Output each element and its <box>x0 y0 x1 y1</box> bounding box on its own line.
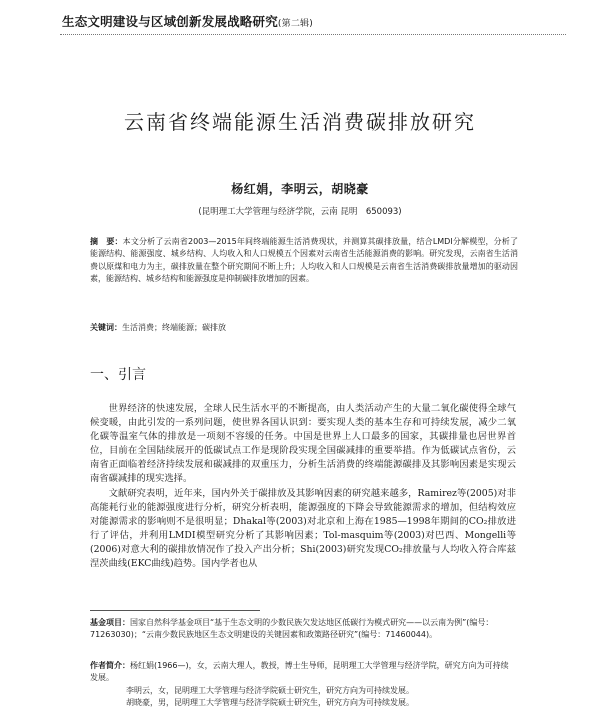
abstract <box>90 236 518 286</box>
abstract-label: 摘 要： <box>90 237 123 246</box>
keywords-label: 关键词： <box>90 323 122 332</box>
author-bio-line: 胡晓豪，男，昆明理工大学管理与经济学院硕士研究生，研究方向为可持续发展。 <box>126 698 414 708</box>
body-paragraph: 文献研究表明，近年来，国内外关于碳排放及其影响因素的研究越来越多，Ramirez等(2005)对非高能耗行业的能源强度进行分析，研究分析表明，能源强度的下降会导致能源需求的增加，但结构效应对能源需求的影响则不是很明显；Dhakal等(2003)对北京和上海在1985—1998年期间的CO₂排放进行了评估，并利用LMDI模型研究分析了其影响因素；Tol-masquim等(2003)对巴西、Mongelli等(2006)对意大利的碳排放情况作了投入产出分析；Shi(2003)研究发现CO₂排放量与人均收入符合库兹涅茨曲线(EKC曲线)趋势。国内学者也从 <box>90 487 516 570</box>
body-paragraph: 世界经济的快速发展，全球人民生活水平的不断提高，由人类活动产生的大量二氧化碳使得全球气候变暖，由此引发的一系列问题，使世界各国认识到：要实现人类的基本生存和可持续发展，减少二氧化碳等温室气体的排放是一项刻不容缓的任务。中国是世界上人口最多的国家，其碳排量也居世界首位，目前在全国陆续展开的低碳试点工作是现阶段实现全国碳减排的重要举措。作为低碳试点省份，云南省正面临着经济持续发展和碳减排的双重压力，分析生活消费的终端能源碳排及其影响因素是实现云南省碳减排的现实选择。 <box>90 403 516 485</box>
abstract-text: 本文分析了云南省2003—2015年间终端能源生活消费现状，并测算其碳排放量，结合LMDI分解模型，分析了能源结构、能源强度、城乡结构、人均收入和人口规模五个因素对云南省生活能源消费的影响。研究发现，云南省生活消费以原煤和电力为主，碳排放量在整个研究期间不断上升；人均收入和人口规模是云南省生活消费碳排放量增加的驱动因素，能源结构、城乡结构和能源强度是抑制碳排放增加的因素。 <box>90 237 519 284</box>
funding-text: 国家自然科学基金项目“基于生态文明的少数民族欠发达地区低碳行为模式研究——以云南为例”(编号：71263030)；“云南少数民族地区生态文明建设的关键因素和政策路径研究”(编号：71460044)。 <box>90 618 494 640</box>
footnote-funding <box>90 617 516 642</box>
footnote-rule <box>90 610 260 611</box>
running-header <box>62 12 313 30</box>
header-rule <box>60 34 566 35</box>
paper-authors: 杨红娟，李明云，胡晓豪 <box>231 182 369 196</box>
paper-title: 云南省终端能源生活消费碳排放研究 <box>124 110 476 134</box>
section-heading-introduction: 一、引言 <box>90 367 146 383</box>
footnote-author-bio <box>90 660 516 710</box>
author-bio-line: 杨红娟(1966—)，女，云南大理人，教授，博士生导师，昆明理工大学管理与经济学院，研究方向为可持续发展。 <box>90 661 509 683</box>
author-bio-label: 作者简介： <box>90 661 130 670</box>
funding-label: 基金项目： <box>90 618 130 627</box>
keywords-text: 生活消费；终端能源；碳排放 <box>122 323 226 332</box>
keywords <box>90 322 518 334</box>
body-text <box>90 402 516 571</box>
running-header-volume: (第二辑) <box>277 19 313 29</box>
running-header-title: 生态文明建设与区域创新发展战略研究 <box>62 14 278 29</box>
author-bio-line: 李明云，女，昆明理工大学管理与经济学院硕士研究生，研究方向为可持续发展。 <box>126 685 414 695</box>
paper-affiliation: (昆明理工大学管理与经济学院，云南 昆明 650093) <box>198 207 402 217</box>
